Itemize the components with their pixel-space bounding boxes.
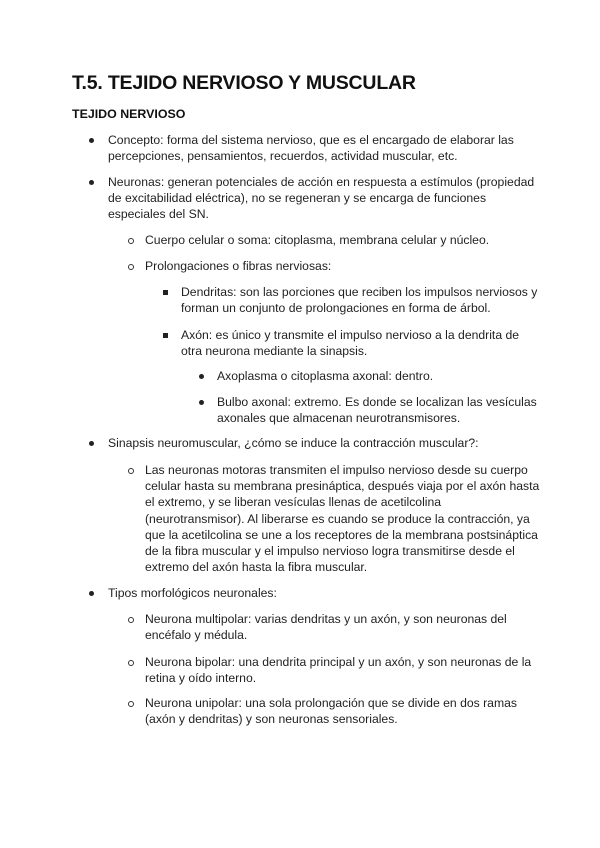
list-item-prolongaciones: Prolongaciones o fibras nerviosas: (145, 259, 332, 273)
bullet-circle-icon (128, 660, 134, 666)
bullet-disc-icon (199, 400, 204, 405)
list-item-neuronas-motoras: Las neuronas motoras transmiten el impulso nervioso desde su cuerpo celular hasta su membrana presináptica, después viaja por el axón hasta el extremo, y se liberan vesículas llenas de acetilcolina (neurotransmisor). Al liberarse es cuando se produce la contracción, ya que la acetilcolina se une a los receptores de la membrana postsináptica de la fibra muscular y el impulso nervioso logra transmitirse desde el extremo del axón hasta la fibra muscular. (145, 463, 540, 575)
list-item-cuerpo-celular: Cuerpo celular o soma: citoplasma, membrana celular y núcleo. (145, 233, 490, 247)
bullet-square-icon (163, 333, 168, 338)
list-item-bulbo-axonal: Bulbo axonal: extremo. Es donde se localizan las vesículas axonales que almacenan neurotransmisores. (217, 395, 537, 426)
bullet-disc-icon (89, 441, 94, 446)
bullet-square-icon (163, 290, 168, 295)
bullet-disc-icon (89, 180, 94, 185)
bullet-disc-icon (89, 591, 94, 596)
bullet-circle-icon (128, 238, 134, 244)
bullet-circle-icon (128, 264, 134, 270)
list-item-neuronas: Neuronas: generan potenciales de acción en respuesta a estímulos (propiedad de excitabilidad eléctrica), no se regeneran y se encarga de funciones especiales del SN. (108, 175, 535, 222)
bullet-circle-icon (128, 701, 134, 707)
bullet-disc-icon (89, 138, 94, 143)
list-item-bipolar: Neurona bipolar: una dendrita principal y un axón, y son neuronas de la retina y oído interno. (145, 655, 532, 686)
list-item-axon: Axón: es único y transmite el impulso nervioso a la dendrita de otra neurona mediante la sinapsis. (181, 328, 520, 359)
section-heading: TEJIDO NERVIOSO (72, 107, 186, 121)
list-item-dendritas: Dendritas: son las porciones que reciben los impulsos nerviosos y forman un conjunto de prolongaciones en forma de árbol. (181, 285, 538, 316)
bullet-circle-icon (128, 468, 134, 474)
bullet-circle-icon (128, 617, 134, 623)
list-item-unipolar: Neurona unipolar: una sola prolongación que se divide en dos ramas (axón y dendritas) y son neuronas sensoriales. (145, 696, 517, 727)
list-item-multipolar: Neurona multipolar: varias dendritas y un axón, y son neuronas del encéfalo y médula. (145, 612, 507, 643)
list-item-tipos: Tipos morfológicos neuronales: (108, 586, 277, 600)
list-item-axoplasma: Axoplasma o citoplasma axonal: dentro. (217, 369, 434, 383)
page-title: T.5. TEJIDO NERVIOSO Y MUSCULAR (72, 72, 416, 94)
list-item-sinapsis: Sinapsis neuromuscular, ¿cómo se induce la contracción muscular?: (108, 436, 479, 450)
bullet-disc-icon (199, 374, 204, 379)
list-item-concepto: Concepto: forma del sistema nervioso, que es el encargado de elaborar las percepciones, pensamientos, recuerdos, actividad muscular, etc. (108, 133, 514, 164)
